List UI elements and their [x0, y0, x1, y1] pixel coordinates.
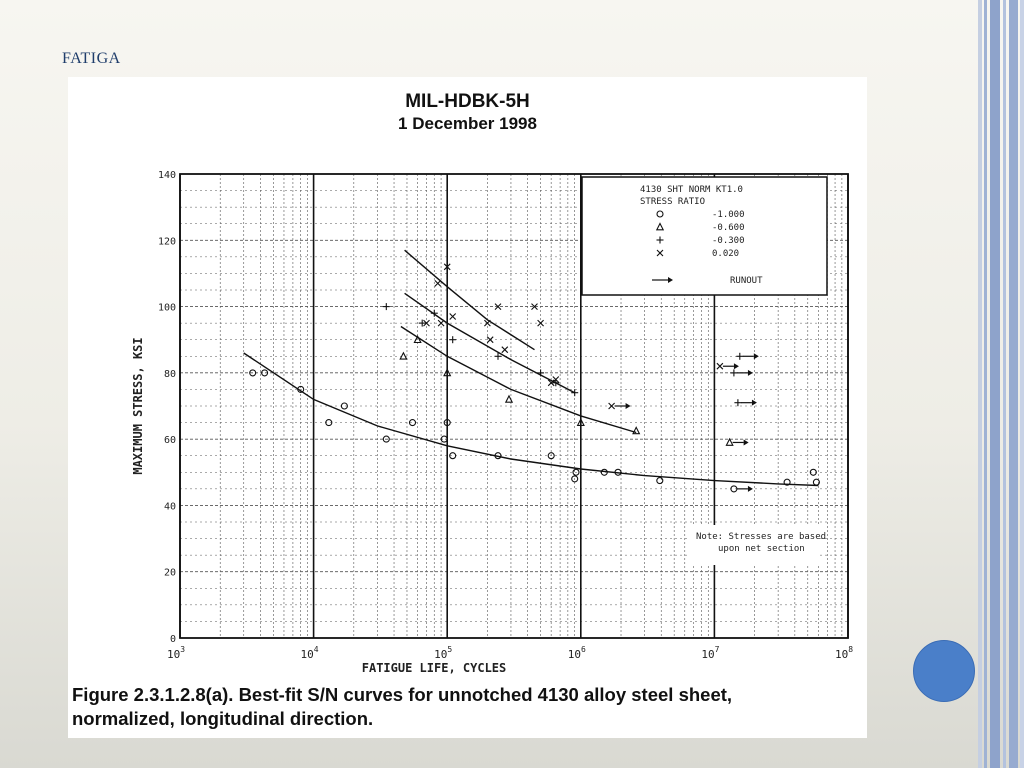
y-tick-label: 80 [163, 368, 176, 380]
data-point [537, 369, 544, 376]
y-tick-label: 0 [169, 634, 176, 645]
runout-arrowhead [754, 353, 759, 359]
figure-caption [72, 683, 862, 731]
note-line-2: upon net section [718, 544, 805, 554]
runout-point [736, 353, 743, 360]
runout-arrowhead [748, 486, 753, 492]
stripe [984, 0, 987, 768]
marker-triangle [400, 353, 406, 359]
runout-point [730, 369, 737, 376]
x-tick-label: $10^3$ [166, 645, 186, 661]
data-point [400, 353, 406, 359]
y-tick-label: 40 [163, 501, 176, 513]
x-axis-label: FATIGUE LIFE, CYCLES [361, 661, 507, 675]
decorative-circle [913, 640, 975, 702]
runout-arrowhead [752, 400, 757, 406]
y-axis-label: MAXIMUM STRESS, KSI [131, 337, 145, 475]
data-point [538, 320, 544, 326]
data-point [383, 303, 390, 310]
sn-curve-chart [68, 77, 867, 682]
x-tick-label: $10^6$ [567, 645, 586, 661]
data-point [438, 320, 444, 326]
decorative-stripes [978, 0, 1024, 768]
data-point [450, 314, 456, 320]
data-point [657, 478, 663, 484]
y-tick-label: 20 [163, 567, 176, 579]
legend-runout-symbol: → [660, 283, 661, 284]
figure-header-date: 1 December 1998 [398, 114, 537, 133]
stripe [1020, 0, 1024, 768]
legend-label: 0.020 [712, 249, 740, 259]
data-point [571, 389, 578, 396]
note-line-1: Note: Stresses are based [696, 532, 827, 542]
stripe [978, 0, 982, 768]
y-tick-label: 140 [157, 170, 176, 181]
runout-point [734, 399, 741, 406]
x-tick-label: $10^7$ [701, 645, 720, 661]
y-tick-label: 120 [157, 236, 176, 248]
slide-title: FATIGA [62, 50, 121, 67]
figure-caption-line2: normalized, longitudinal direction. [72, 708, 374, 729]
runout-point [717, 363, 723, 369]
x-tick-label: $10^8$ [834, 645, 854, 661]
legend-header-2: STRESS RATIO [640, 197, 706, 207]
figure-scan [68, 77, 867, 738]
y-tick-label: 100 [157, 302, 176, 314]
marker-triangle [726, 439, 732, 445]
legend-label: -1.000 [712, 210, 745, 220]
fit-curve [405, 250, 535, 350]
legend-label: -0.300 [712, 236, 745, 246]
runout-point [609, 403, 615, 409]
runout-arrowhead [748, 370, 753, 376]
stripe [1009, 0, 1018, 768]
stripe [990, 0, 1000, 768]
y-tick-label: 60 [163, 435, 176, 447]
runout-arrowhead [626, 403, 631, 409]
legend-runout-label: RUNOUT [730, 276, 763, 286]
legend-label: -0.600 [712, 223, 745, 233]
x-tick-label: $10^4$ [300, 645, 319, 661]
stripe [1003, 0, 1006, 768]
runout-arrowhead [744, 439, 749, 445]
data-point [502, 347, 508, 353]
runout-arrowhead [734, 363, 739, 369]
fit-curve [401, 327, 636, 433]
data-point [435, 280, 441, 286]
runout-point [726, 439, 732, 445]
figure-header-title: MIL-HDBK-5H [405, 91, 530, 112]
data-point [449, 336, 456, 343]
x-tick-label: $10^5$ [434, 645, 453, 661]
marker-triangle [633, 427, 639, 433]
data-point [633, 427, 639, 433]
marker-circle [657, 478, 663, 484]
figure-caption-line1: Figure 2.3.1.2.8(a). Best-fit S/N curves for unnotched 4130 alloy steel sheet, [72, 684, 733, 705]
data-point [487, 337, 493, 343]
legend-header-1: 4130 SHT NORM KT1.0 [640, 185, 743, 195]
